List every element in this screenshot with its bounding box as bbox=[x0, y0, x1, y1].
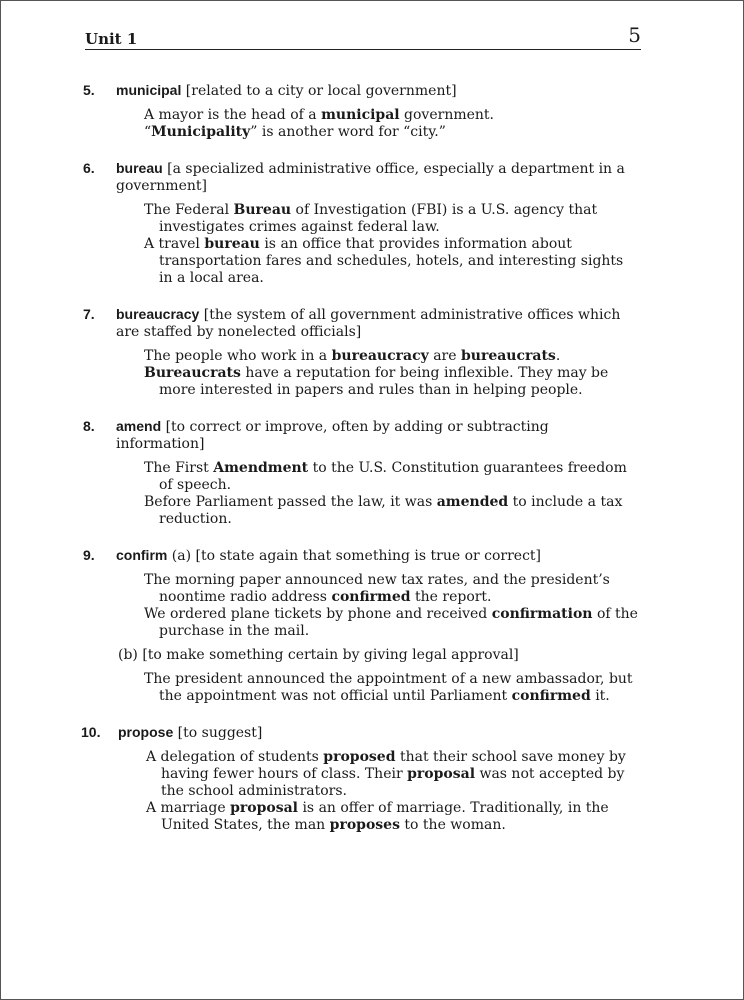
entry-definition: [related to a city or local government] bbox=[181, 83, 457, 99]
example-sentence bbox=[144, 107, 639, 124]
bold-term: bureaucracy bbox=[331, 348, 429, 364]
entry-definition: [to suggest] bbox=[173, 725, 263, 741]
example-block bbox=[1, 749, 641, 834]
example-text: Before Parliament passed the law, it was bbox=[144, 494, 437, 510]
example-sentence bbox=[144, 124, 639, 141]
example-text: that their school save money by having fewer hours of class. Their bbox=[161, 749, 626, 782]
bold-term: Bureau bbox=[233, 202, 292, 218]
page-header bbox=[85, 23, 641, 50]
example-sentence bbox=[146, 800, 641, 834]
example-text: A marriage bbox=[146, 800, 231, 816]
entry-word: confirm bbox=[116, 547, 168, 563]
bold-term: confirmed bbox=[511, 688, 591, 704]
bold-term: amended bbox=[436, 494, 509, 510]
sub-definition: (b) [to make something certain by giving legal approval] bbox=[118, 647, 519, 663]
entry-definition: [a specialized administrative office, especially a department in a government] bbox=[116, 161, 625, 194]
vocab-entry bbox=[1, 160, 744, 287]
example-sentence bbox=[144, 236, 639, 287]
entry-word: propose bbox=[118, 724, 174, 740]
example-block bbox=[1, 572, 639, 640]
example-text: “ bbox=[144, 124, 152, 140]
vocab-entry bbox=[1, 306, 744, 399]
entry-number: 8. bbox=[83, 418, 95, 434]
bold-term: Amendment bbox=[213, 460, 309, 476]
entry-word: municipal bbox=[116, 82, 182, 98]
example-block bbox=[1, 202, 639, 287]
bold-term: proposed bbox=[323, 749, 396, 765]
example-text: of Investigation (FBI) is a U.S. agency that investigates crimes against federal law. bbox=[159, 202, 598, 235]
entry-definition: [the system of all government administrative offices which are staffed by nonelected officials] bbox=[116, 307, 621, 340]
entry-definition: [to correct or improve, often by adding or subtracting information] bbox=[116, 419, 549, 452]
bold-term: proposes bbox=[329, 817, 400, 833]
unit-label: Unit 1 bbox=[85, 30, 138, 48]
example-sentence bbox=[144, 460, 639, 494]
example-text: A delegation of students bbox=[146, 749, 324, 765]
example-sentence bbox=[144, 572, 639, 606]
example-text: is an office that provides information about transportation fares and schedules, hotels, and interesting sights in a local area. bbox=[159, 236, 624, 286]
bold-term: bureaucrats bbox=[460, 348, 556, 364]
entry-number: 6. bbox=[83, 160, 95, 176]
vocab-entry bbox=[1, 418, 744, 528]
bold-term: confirmed bbox=[331, 589, 411, 605]
entry-number: 7. bbox=[83, 306, 95, 322]
entry-heading bbox=[1, 418, 626, 453]
example-sentence bbox=[144, 365, 639, 399]
example-text: to the woman. bbox=[399, 817, 506, 833]
vocab-entry bbox=[1, 547, 744, 705]
bold-term: confirmation bbox=[491, 606, 593, 622]
example-block bbox=[1, 460, 639, 528]
entry-word: bureau bbox=[116, 160, 163, 176]
entry-heading bbox=[1, 306, 626, 341]
bold-term: proposal bbox=[230, 800, 298, 816]
entry-heading bbox=[1, 82, 626, 100]
example-text: The Federal bbox=[144, 202, 234, 218]
example-text: The First bbox=[144, 460, 214, 476]
example-text: to the U.S. Constitution guarantees freedom of speech. bbox=[159, 460, 627, 493]
example-text: The people who work in a bbox=[144, 348, 332, 364]
entry-word: amend bbox=[116, 418, 162, 434]
entry-definition: (a) [to state again that something is true or correct] bbox=[167, 548, 542, 564]
vocab-entry bbox=[1, 724, 744, 834]
entry-number: 9. bbox=[83, 547, 95, 563]
example-text: A mayor is the head of a bbox=[144, 107, 322, 123]
example-text: have a reputation for being inflexible. They may be more interested in papers and rules than in helping people. bbox=[159, 365, 609, 398]
page-number: 5 bbox=[628, 23, 641, 47]
example-sentence bbox=[144, 202, 639, 236]
example-text: to include a tax reduction. bbox=[159, 494, 623, 527]
example-text: A travel bbox=[144, 236, 205, 252]
example-text: the report. bbox=[410, 589, 492, 605]
entry-heading bbox=[1, 724, 628, 742]
example-block bbox=[1, 107, 639, 141]
entry-word: bureaucracy bbox=[116, 306, 200, 322]
entry-number: 10. bbox=[81, 724, 101, 740]
example-block bbox=[1, 671, 639, 705]
example-text: was not accepted by the school administrators. bbox=[161, 766, 625, 799]
example-block bbox=[1, 348, 639, 399]
example-text: We ordered plane tickets by phone and received bbox=[144, 606, 492, 622]
example-text: is an offer of marriage. Traditionally, in the United States, the man bbox=[161, 800, 609, 833]
entry-heading bbox=[1, 547, 626, 565]
example-text: are bbox=[428, 348, 461, 364]
vocabulary-list bbox=[1, 82, 744, 853]
example-sentence bbox=[144, 494, 639, 528]
bold-term: municipal bbox=[321, 107, 400, 123]
example-text: . bbox=[555, 348, 561, 364]
example-sentence bbox=[146, 749, 641, 800]
example-text: The president announced the appointment of a new ambassador, but the appointment was not official until Parliament bbox=[144, 671, 633, 704]
example-sentence bbox=[144, 606, 639, 640]
example-text: of the purchase in the mail. bbox=[159, 606, 638, 639]
example-text: ” is another word for “city.” bbox=[250, 124, 446, 140]
entry-number: 5. bbox=[83, 82, 95, 98]
example-text: government. bbox=[399, 107, 494, 123]
vocab-entry bbox=[1, 82, 744, 141]
example-sentence bbox=[144, 348, 639, 365]
bold-term: Municipality bbox=[151, 124, 251, 140]
bold-term: Bureaucrats bbox=[144, 365, 241, 381]
example-text: it. bbox=[590, 688, 610, 704]
bold-term: bureau bbox=[204, 236, 260, 252]
example-sentence bbox=[144, 671, 639, 705]
bold-term: proposal bbox=[407, 766, 476, 782]
example-text: The morning paper announced new tax rates, and the president’s noontime radio address bbox=[144, 572, 610, 605]
entry-heading bbox=[1, 160, 626, 195]
